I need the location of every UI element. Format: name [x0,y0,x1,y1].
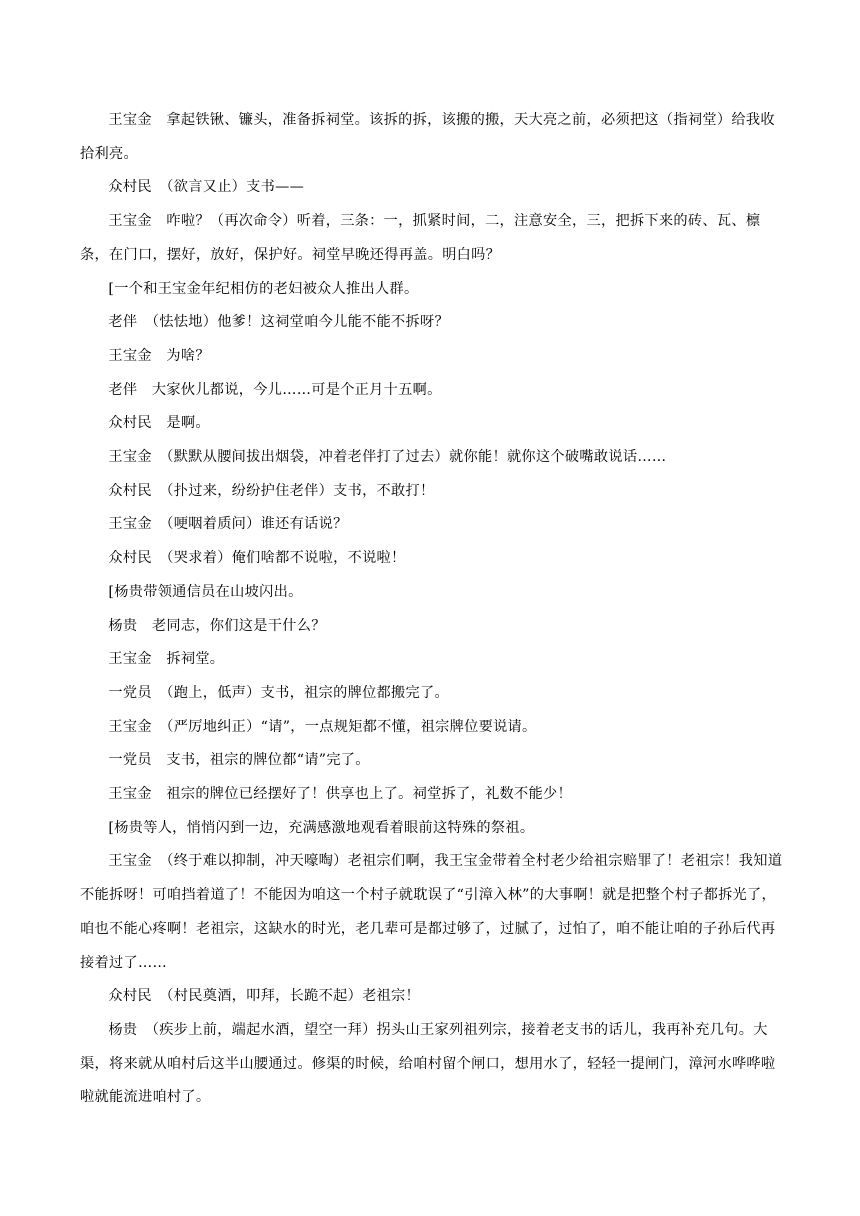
paragraph: 杨贵 （疾步上前，端起水酒，望空一拜）拐头山王家列祖列宗，接着老支书的话儿，我再补充几句。大渠，将来就从咱村后这半山腰通过。修渠的时候，给咱村留个闸口，想用水了，轻轻一提闸门，漳河水哗哗啦啦就能流进咱村了。 [80,1021,776,1106]
paragraph: 王宝金 拆祠堂。 [108,651,225,668]
paragraph: 杨贵 老同志，你们这是干什么？ [108,617,326,634]
paragraph: 王宝金 为啥？ [108,347,210,364]
paragraph: 王宝金 （严厉地纠正）“请”，一点规矩都不懂，祖宗牌位要说请。 [108,718,537,735]
stage-direction: [杨贵等人，悄悄闪到一边，充满感激地观看着眼前这特殊的祭祖。 [108,819,535,836]
paragraph: 众村民 （哭求着）俺们啥都不说啦，不说啦！ [108,550,406,567]
paragraph: 众村民 （村民奠酒，叩拜，长跪不起）老祖宗！ [108,988,421,1005]
paragraph: 一党员 支书，祖宗的牌位都“请”完了。 [108,752,370,769]
paragraph: 王宝金 （终于难以抑制，冲天嚎啕）老祖宗们啊，我王宝金带着全村老少给祖宗赔罪了！老祖宗！我知道不能拆呀！可咱挡着道了！不能因为咱这一个村子就耽误了“引漳入林”的大事啊！就是把整个村子都拆光了，咱也不能心疼啊！老祖宗，这缺水的时光，老几辈可是都过够了，过腻了，过怕了，咱不能让咱的子孙后代再接着过了…… [80,853,783,971]
stage-direction: [一个和王宝金年纪相仿的老妇被众人推出人群。 [108,280,419,297]
paragraph: 众村民 （扑过来，纷纷护住老伴）支书，不敢打！ [108,482,435,499]
paragraph: 王宝金 祖宗的牌位已经摆好了！供享也上了。祠堂拆了，礼数不能少！ [108,786,572,803]
script-page [80,104,786,1115]
paragraph: 老伴 大家伙儿都说，今儿……可是个正月十五啊。 [108,381,442,398]
paragraph: 王宝金 咋啦？（再次命令）听着，三条：一，抓紧时间，二，注意安全，三，把拆下来的砖、瓦、檩条，在门口，摆好，放好，保护好。祠堂早晚还得再盖。明白吗？ [80,213,761,263]
paragraph: 王宝金 （默默从腰间拔出烟袋，冲着老伴打了过去）就你能！就你这个破嘴敢说话…… [108,449,667,466]
paragraph: 众村民 （欲言又止）支书—— [108,179,305,196]
paragraph: 王宝金 （哽咽着质问）谁还有话说？ [108,516,348,533]
paragraph: 老伴 （怯怯地）他爹！这祠堂咱今儿能不能不拆呀？ [108,314,449,331]
stage-direction: [杨贵带领通信员在山坡闪出。 [108,583,303,600]
paragraph: 王宝金 拿起铁锹、镰头，准备拆祠堂。该拆的拆，该搬的搬，天大亮之前，必须把这（指祠堂）给我收拾利亮。 [80,112,775,162]
paragraph: 一党员 （跑上，低声）支书，祖宗的牌位都搬完了。 [108,684,449,701]
paragraph: 众村民 是啊。 [108,415,210,432]
